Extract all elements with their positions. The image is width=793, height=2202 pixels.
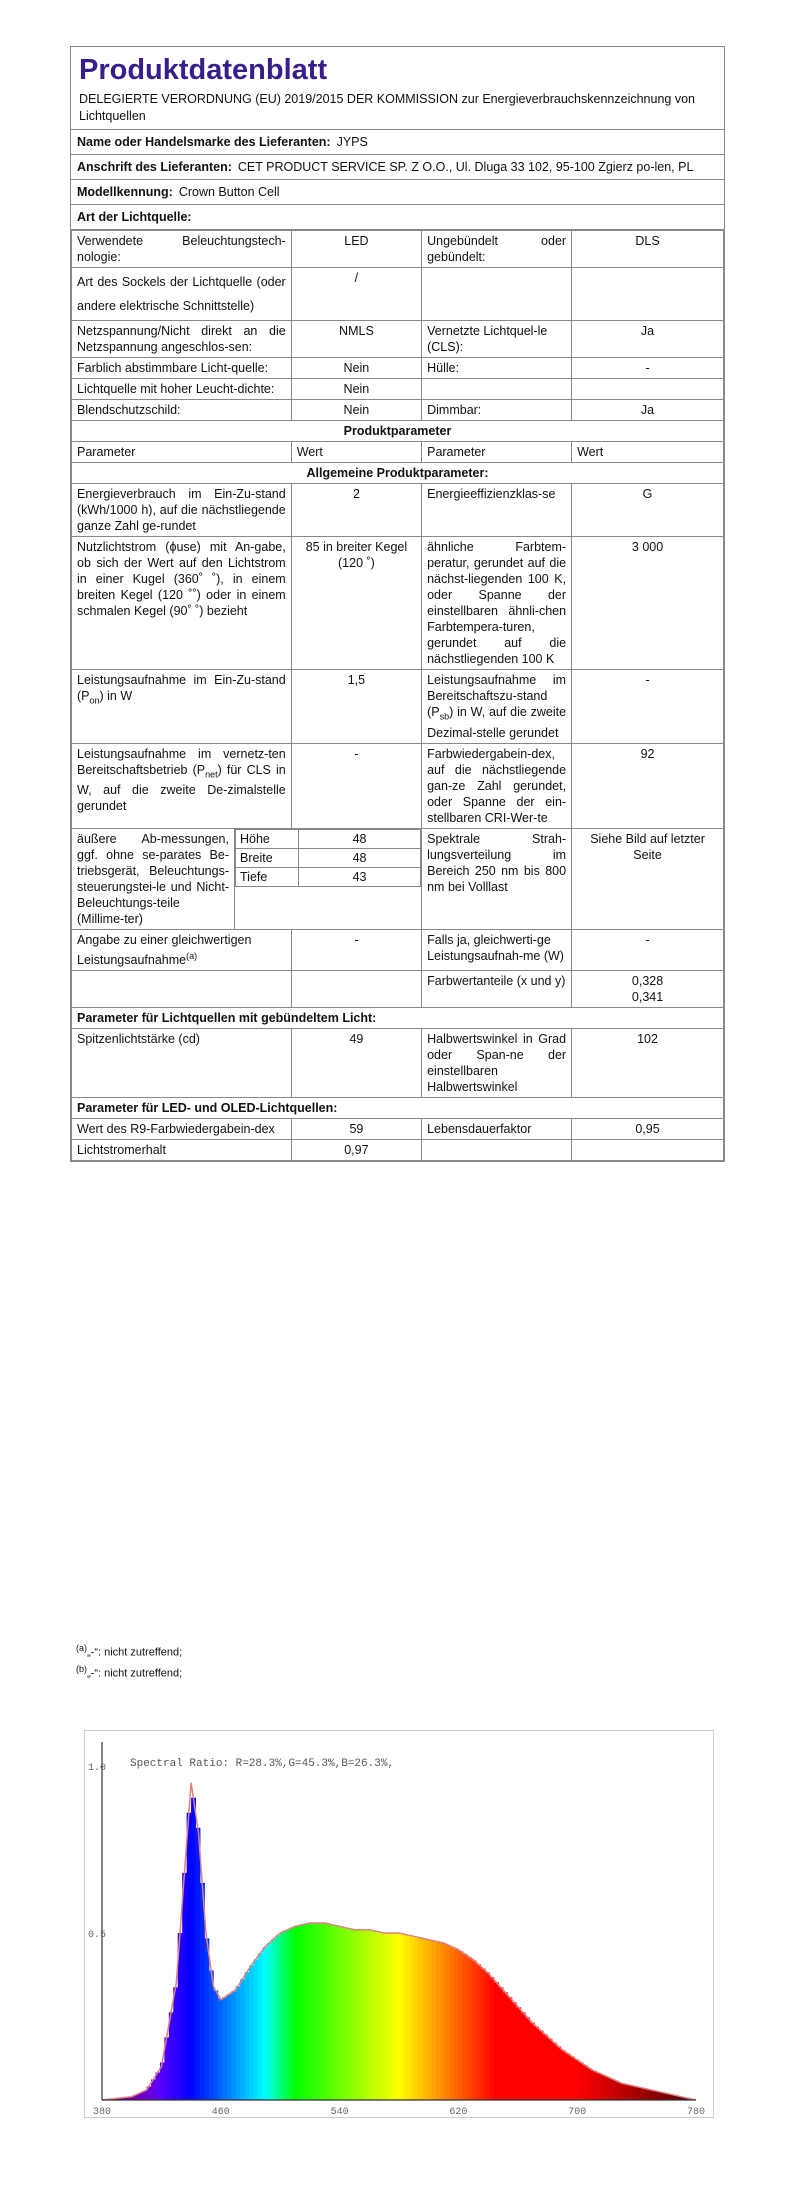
empty-cell bbox=[572, 379, 724, 400]
spectrum-bar bbox=[561, 2050, 566, 2100]
width-label: Breite bbox=[236, 848, 299, 867]
table-row bbox=[72, 231, 724, 268]
spectrum-bar bbox=[396, 1933, 401, 2100]
spectrum-bar bbox=[343, 1927, 348, 2100]
x-tick-label: 460 bbox=[211, 2107, 230, 2118]
pon-sub: on bbox=[89, 695, 100, 706]
table-row bbox=[72, 828, 724, 929]
spectrum-bar bbox=[262, 1947, 267, 2100]
on-mode-value: 2 bbox=[291, 484, 421, 537]
x-tick-label: 380 bbox=[92, 2107, 112, 2118]
spectrum-bar bbox=[240, 1979, 245, 2100]
spectrum-bar bbox=[601, 2075, 606, 2100]
pnet-label-unit: ) für CLS in W, auf die zweite De-zimalstelle gerundet bbox=[77, 762, 286, 813]
depth-value: 43 bbox=[298, 867, 420, 886]
model-row bbox=[71, 180, 724, 205]
spectrum-bar bbox=[632, 2086, 637, 2100]
cap-value: / bbox=[291, 268, 421, 321]
envelope-label: Hülle: bbox=[422, 358, 572, 379]
spectrum-bar bbox=[258, 1953, 263, 2100]
spectrum-bar bbox=[365, 1930, 370, 2100]
y-tick-label: 1.0 bbox=[88, 1763, 107, 1774]
table-row bbox=[72, 421, 724, 442]
pnet-label-text: Leistungsaufnahme im vernetz-ten Bereitschaftsbetrieb (P bbox=[77, 746, 286, 777]
dls-heading: Parameter für Lichtquellen mit gebündeltem Licht: bbox=[72, 1007, 724, 1028]
supplier-name: JYPS bbox=[336, 135, 368, 149]
spectrum-bar bbox=[646, 2089, 651, 2100]
supplier-address-row bbox=[71, 155, 724, 180]
pnet-value: - bbox=[291, 743, 421, 828]
anti-glare-label: Blendschutzschild: bbox=[72, 400, 292, 421]
connected-value: Ja bbox=[572, 321, 724, 358]
spectrum-bar bbox=[556, 2047, 561, 2100]
table-row bbox=[236, 867, 421, 886]
x-tick-label: 620 bbox=[449, 2107, 468, 2118]
spectrum-bar bbox=[583, 2065, 588, 2100]
spectrum-bar bbox=[654, 2091, 659, 2100]
spectrum-bar bbox=[378, 1932, 383, 2100]
col-param: Parameter bbox=[422, 442, 572, 463]
datasheet bbox=[70, 46, 725, 1162]
x-tick-label: 780 bbox=[686, 2107, 706, 2118]
spectrum-bar bbox=[400, 1934, 405, 2100]
spectrum-bar bbox=[454, 1949, 459, 2100]
spectrum-bar bbox=[218, 1998, 223, 2100]
led-heading: Parameter für LED- und OLED-Lichtquellen: bbox=[72, 1097, 724, 1118]
chrom-y: 0,341 bbox=[631, 989, 664, 1004]
spectrum-bar bbox=[574, 2059, 579, 2100]
page-title: Produktdatenblatt bbox=[79, 54, 328, 86]
spectrum-bar bbox=[227, 1994, 232, 2100]
table-row bbox=[72, 670, 724, 744]
product-params-heading: Produktparameter bbox=[72, 421, 724, 442]
spectrum-bar bbox=[597, 2073, 602, 2100]
spd-value: Siehe Bild auf letzter Seite bbox=[572, 828, 724, 929]
on-mode-label: Energieverbrauch im Ein-Zu-stand (kWh/1000 h), auf die nächstliegende ganze Zahl ge-rundet bbox=[72, 484, 292, 537]
table-row bbox=[72, 379, 724, 400]
spectrum-bar bbox=[285, 1930, 290, 2100]
spectrum-bar bbox=[467, 1957, 472, 2100]
spectrum-bar bbox=[369, 1930, 374, 2100]
spectrum-bar bbox=[267, 1943, 272, 2100]
equiv-value: - bbox=[291, 929, 421, 970]
spectrum-bar bbox=[334, 1925, 339, 2100]
spectrum-bar bbox=[196, 1828, 201, 2100]
spectrum-bar bbox=[539, 2031, 544, 2100]
peak-label: Spitzenlichtstärke (cd) bbox=[72, 1028, 292, 1097]
spectrum-bar bbox=[351, 1929, 356, 2100]
spectrum-bar bbox=[427, 1940, 432, 2100]
y-tick-label: 0.5 bbox=[88, 1930, 107, 1941]
pon-label bbox=[72, 670, 292, 744]
spectrum-bar bbox=[387, 1933, 392, 2100]
width-value: 48 bbox=[298, 848, 420, 867]
x-tick-label: 540 bbox=[330, 2107, 349, 2118]
x-tick-label: 700 bbox=[568, 2107, 587, 2118]
equiv-power-value: - bbox=[572, 929, 724, 970]
cct-label: ähnliche Farbtem-peratur, gerundet auf die nächst-liegenden 100 K, oder Spanne der einstellbaren ähnli-chen Farbtempera-turen, gerundet auf die nächstliegenden 100 K bbox=[422, 537, 572, 670]
cri-label: Farbwiedergabein-dex, auf die nächstliegende gan-ze Zahl gerundet, oder Spanne der ein-stellbaren CRI-Wer-te bbox=[422, 743, 572, 828]
supplier-name-label: Name oder Handelsmarke des Lieferanten: bbox=[77, 135, 331, 149]
spectrum-bar bbox=[512, 2002, 517, 2100]
spectrum-bar bbox=[463, 1954, 468, 2100]
spectrum-bar bbox=[623, 2084, 628, 2100]
chrom-x: 0,328 bbox=[631, 973, 664, 988]
spectrum-bar bbox=[289, 1928, 294, 2100]
spectrum-bar bbox=[280, 1932, 285, 2100]
survival-value: 0,95 bbox=[572, 1118, 724, 1139]
dims-subtable-cell bbox=[235, 828, 422, 929]
col-value: Wert bbox=[572, 442, 724, 463]
spectrum-bar bbox=[187, 1813, 192, 2100]
footnote-b-text: „-“: nicht zutreffend; bbox=[87, 1667, 183, 1680]
spectrum-bar bbox=[516, 2007, 521, 2100]
spectrum-bar bbox=[579, 2062, 584, 2100]
table-row bbox=[236, 829, 421, 848]
spectrum-bar bbox=[592, 2071, 597, 2100]
envelope-value: - bbox=[572, 358, 724, 379]
pon-label-text: Leistungsaufnahme im Ein-Zu-stand (P bbox=[77, 673, 286, 703]
table-row bbox=[72, 463, 724, 484]
dimmable-value: Ja bbox=[572, 400, 724, 421]
spectrum-bar bbox=[316, 1923, 321, 2100]
col-param: Parameter bbox=[72, 442, 292, 463]
table-row bbox=[72, 400, 724, 421]
spectrum-bar bbox=[610, 2079, 615, 2100]
table-row bbox=[72, 1028, 724, 1097]
tech-value: LED bbox=[291, 231, 421, 268]
supplier-address-label: Anschrift des Lieferanten: bbox=[77, 160, 232, 174]
spectrum-bar bbox=[530, 2022, 535, 2100]
r9-label: Wert des R9-Farbwiedergabein-dex bbox=[72, 1118, 292, 1139]
spectrum-bar bbox=[191, 1798, 196, 2100]
table-row bbox=[72, 442, 724, 463]
psb-value: - bbox=[572, 670, 724, 744]
spectrum-bar bbox=[249, 1965, 254, 2100]
mains-value: NMLS bbox=[291, 321, 421, 358]
spectrum-bar bbox=[418, 1938, 423, 2100]
psb-label-unit: ) in W, auf die zweite Dezimal-stelle gerundet bbox=[427, 705, 567, 740]
spectrum-bar bbox=[329, 1924, 334, 2100]
flux-value: 85 in breiter Kegel (120 ˚) bbox=[291, 537, 421, 670]
height-value: 48 bbox=[298, 829, 420, 848]
equiv-label-text: Angabe zu einer gleichwertigen Leistungsaufnahme bbox=[77, 932, 252, 967]
col-value: Wert bbox=[291, 442, 421, 463]
directional-label: Ungebündelt oder gebündelt: bbox=[422, 231, 572, 268]
model-label: Modellkennung: bbox=[77, 185, 173, 199]
spectrum-bar bbox=[356, 1930, 361, 2100]
footnote-a-mark: (a) bbox=[76, 1643, 87, 1653]
psb-sub: sb bbox=[439, 711, 450, 722]
height-label: Höhe bbox=[236, 829, 299, 848]
spd-label: Spektrale Strah-lungsverteilung im Bereich 250 nm bis 800 nm bei Volllast bbox=[422, 828, 572, 929]
spectrum-bar bbox=[472, 1960, 477, 2100]
spectrum-bar bbox=[338, 1926, 343, 2100]
regulation-subtitle: DELEGIERTE VERORDNUNG (EU) 2019/2015 DER KOMMISSION zur Energieverbrauchskennzeichnung von Lichtquellen bbox=[79, 92, 695, 123]
maint-value: 0,97 bbox=[291, 1139, 421, 1160]
spectrum-bar bbox=[436, 1942, 441, 2100]
spectrum-bar bbox=[294, 1926, 299, 2100]
psb-label bbox=[422, 670, 572, 744]
cap-label: Art des Sockels der Lichtquelle (oder andere elektrische Schnittstelle) bbox=[72, 268, 292, 321]
spectrum-bar bbox=[383, 1933, 388, 2100]
spectrum-bar bbox=[525, 2017, 530, 2100]
spectrum-bar bbox=[245, 1972, 250, 2100]
spectrum-bar bbox=[498, 1987, 503, 2100]
table-row bbox=[72, 743, 724, 828]
empty-cell bbox=[422, 268, 572, 321]
colour-tunable-label: Farblich abstimmbare Licht-quelle: bbox=[72, 358, 292, 379]
table-row bbox=[72, 321, 724, 358]
psb-label-text: Leistungsaufnahme im Bereitschaftszu-stand (P bbox=[427, 673, 567, 719]
table-row bbox=[72, 1007, 724, 1028]
spectrum-bar bbox=[409, 1936, 414, 2100]
spectrum-bar bbox=[507, 1997, 512, 2100]
pon-label-unit: ) in W bbox=[99, 689, 133, 703]
empty-cell bbox=[572, 1139, 724, 1160]
empty-cell bbox=[291, 970, 421, 1007]
spectrum-bar bbox=[503, 1992, 508, 2100]
footnote-b-mark: (b) bbox=[76, 1663, 87, 1674]
colour-tunable-value: Nein bbox=[291, 358, 421, 379]
equiv-sup: (a) bbox=[186, 950, 198, 961]
spectrum-bar bbox=[548, 2039, 553, 2100]
spectrum-bar bbox=[619, 2083, 624, 2100]
spectrum-bar bbox=[169, 2012, 174, 2100]
spectrum-bar bbox=[534, 2027, 539, 2100]
tech-label: Verwendete Beleuchtungstech-nologie: bbox=[72, 231, 292, 268]
spectrum-bar bbox=[173, 1987, 178, 2100]
directional-value: DLS bbox=[572, 231, 724, 268]
chrom-label: Farbwertanteile (x und y) bbox=[422, 970, 572, 1007]
table-row bbox=[72, 1097, 724, 1118]
spectrum-bar bbox=[271, 1939, 276, 2100]
empty-cell bbox=[422, 1139, 572, 1160]
flux-label: Nutzlichtstrom (ϕuse) mit An-gabe, ob sich der Wert auf den Lichtstrom in einer Kugel (360˚ ˚), in einem breiten Kegel (120 ˚˚) oder in einem schmalen Kegel (90˚ ˚) bezieht bbox=[72, 537, 292, 670]
spectrum-bar bbox=[213, 1990, 218, 2100]
spectrum-bar bbox=[204, 1938, 209, 2100]
spectrum-bar bbox=[302, 1924, 307, 2100]
spectrum-chart bbox=[84, 1730, 714, 2118]
table-row bbox=[72, 1139, 724, 1160]
table-row bbox=[72, 484, 724, 537]
eff-class-label: Energieeffizienzklas-se bbox=[422, 484, 572, 537]
spectrum-bar bbox=[347, 1928, 352, 2100]
spectrum-bar bbox=[236, 1986, 241, 2100]
spectrum-bar bbox=[565, 2053, 570, 2100]
empty-cell bbox=[422, 379, 572, 400]
spectrum-bar bbox=[481, 1968, 486, 2100]
mains-label: Netzspannung/Nicht direkt an die Netzspannung angeschlos-sen: bbox=[72, 321, 292, 358]
spectrum-bar bbox=[360, 1930, 365, 2100]
table-row bbox=[72, 358, 724, 379]
spectrum-bar bbox=[637, 2087, 642, 2100]
spectrum-bar bbox=[614, 2081, 619, 2100]
general-heading: Allgemeine Produktparameter: bbox=[72, 463, 724, 484]
connected-label: Vernetzte Lichtquel-le (CLS): bbox=[422, 321, 572, 358]
dimmable-label: Dimmbar: bbox=[422, 400, 572, 421]
spectrum-bar bbox=[231, 1991, 236, 2100]
spectrum-bar bbox=[628, 2085, 633, 2100]
spectrum-bar bbox=[570, 2056, 575, 2100]
spec-table bbox=[71, 230, 724, 1161]
table-row bbox=[236, 848, 421, 867]
light-source-type-heading bbox=[71, 205, 724, 230]
beam-value: 102 bbox=[572, 1028, 724, 1097]
spectrum-bar bbox=[458, 1951, 463, 2100]
spectrum-bar bbox=[182, 1873, 187, 2100]
spectrum-bar bbox=[432, 1941, 437, 2100]
footnote-a-text: „-“: nicht zutreffend; bbox=[87, 1646, 183, 1659]
spectrum-bar bbox=[449, 1947, 454, 2100]
maint-label: Lichtstromerhalt bbox=[72, 1139, 292, 1160]
light-source-type-label: Art der Lichtquelle: bbox=[77, 210, 192, 224]
anti-glare-value: Nein bbox=[291, 400, 421, 421]
empty-cell bbox=[72, 970, 292, 1007]
spectrum-svg bbox=[84, 1730, 714, 2118]
high-lum-label: Lichtquelle mit hoher Leucht-dichte: bbox=[72, 379, 292, 400]
table-row bbox=[72, 970, 724, 1007]
beam-label: Halbwertswinkel in Grad oder Span-ne der einstellbaren Halbwertswinkel bbox=[422, 1028, 572, 1097]
peak-value: 49 bbox=[291, 1028, 421, 1097]
chrom-value bbox=[572, 970, 724, 1007]
spectrum-bar bbox=[320, 1923, 325, 2100]
model-id: Crown Button Cell bbox=[178, 185, 280, 199]
spectrum-bar bbox=[222, 1997, 227, 2100]
spectrum-bar bbox=[325, 1923, 330, 2100]
spectrum-bar bbox=[374, 1931, 379, 2100]
spectrum-bar bbox=[494, 1982, 499, 2100]
survival-label: Lebensdauerfaktor bbox=[422, 1118, 572, 1139]
spectrum-bar bbox=[485, 1972, 490, 2100]
spectrum-bar bbox=[209, 1970, 214, 2100]
cct-value: 3 000 bbox=[572, 537, 724, 670]
spectrum-bar bbox=[298, 1925, 303, 2100]
spectrum-bar bbox=[445, 1945, 450, 2100]
dims-label: äußere Ab-messungen, ggf. ohne se-parates Be-triebsgerät, Beleuchtungs-steuerungstei-le und Nicht-Beleuchtungs-teile (Millime-ter) bbox=[72, 828, 235, 929]
eff-class-value: G bbox=[572, 484, 724, 537]
spectrum-bar bbox=[276, 1935, 281, 2100]
footnote-a bbox=[76, 1640, 182, 1661]
spectrum-bar bbox=[641, 2088, 646, 2100]
equiv-label bbox=[72, 929, 292, 970]
pnet-sub: net bbox=[205, 769, 218, 779]
pon-value: 1,5 bbox=[291, 670, 421, 744]
spectrum-bar bbox=[423, 1939, 428, 2100]
table-row bbox=[72, 929, 724, 970]
empty-cell bbox=[572, 268, 724, 321]
spectrum-bar bbox=[543, 2035, 548, 2100]
header bbox=[71, 47, 724, 130]
spectrum-bar bbox=[253, 1959, 258, 2100]
spectrum-bar bbox=[650, 2090, 655, 2100]
spectrum-bar bbox=[605, 2077, 610, 2100]
table-row bbox=[72, 1118, 724, 1139]
spectrum-bar bbox=[552, 2043, 557, 2100]
spectrum-bar bbox=[588, 2068, 593, 2100]
supplier-address: CET PRODUCT SERVICE SP. Z O.O., Ul. Dluga 33 102, 95-100 Zgierz po-len, PL bbox=[237, 160, 694, 174]
depth-label: Tiefe bbox=[236, 867, 299, 886]
pnet-label bbox=[72, 743, 292, 828]
spectrum-bar bbox=[490, 1977, 495, 2100]
spectrum-bar bbox=[414, 1937, 419, 2100]
table-row bbox=[72, 537, 724, 670]
chart-title: Spectral Ratio: R=28.3%,G=45.3%,B=26.3%, bbox=[130, 1758, 395, 1770]
spectrum-bar bbox=[476, 1964, 481, 2100]
high-lum-value: Nein bbox=[291, 379, 421, 400]
r9-value: 59 bbox=[291, 1118, 421, 1139]
footnote-b bbox=[76, 1661, 182, 1682]
spectrum-bar bbox=[521, 2012, 526, 2100]
dims-subtable bbox=[235, 829, 421, 887]
equiv-power-label: Falls ja, gleichwerti-ge Leistungsaufnah-me (W) bbox=[422, 929, 572, 970]
cri-value: 92 bbox=[572, 743, 724, 828]
spectrum-bar bbox=[392, 1933, 397, 2100]
spectrum-bar bbox=[307, 1923, 312, 2100]
spectrum-bar bbox=[441, 1943, 446, 2100]
spectrum-bar bbox=[155, 2072, 160, 2100]
table-row bbox=[72, 268, 724, 321]
footnotes bbox=[76, 1640, 182, 1681]
spectrum-bar bbox=[405, 1935, 410, 2100]
spectrum-bar bbox=[311, 1923, 316, 2100]
supplier-name-row bbox=[71, 130, 724, 155]
